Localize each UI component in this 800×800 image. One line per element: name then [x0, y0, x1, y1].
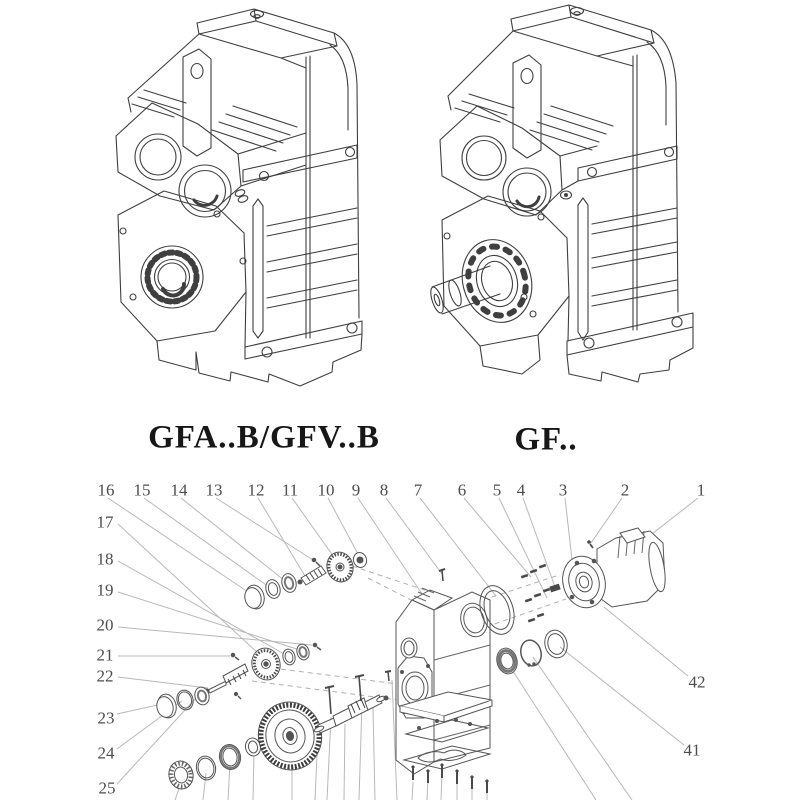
- callout-9: 9: [351, 480, 361, 500]
- motor-assembly: [557, 528, 668, 613]
- callout-3: 3: [558, 480, 568, 500]
- callout-41: 41: [683, 740, 701, 760]
- callout-24: 24: [97, 743, 115, 763]
- callout-20: 20: [96, 615, 114, 635]
- callout-42: 42: [688, 672, 706, 692]
- callout-10: 10: [317, 480, 335, 500]
- callout-19: 19: [96, 580, 114, 600]
- callout-22: 22: [96, 666, 114, 686]
- callout-11: 11: [281, 480, 299, 500]
- callout-8: 8: [379, 480, 389, 500]
- callout-5: 5: [492, 480, 502, 500]
- callout-23: 23: [97, 708, 115, 728]
- callout-25: 25: [98, 778, 116, 798]
- callout-14: 14: [170, 480, 188, 500]
- callout-18: 18: [96, 549, 114, 569]
- output-bearing-set: [494, 628, 570, 677]
- figure-gfa-gfv-reducer: [116, 9, 362, 386]
- intermediate-shaft: [314, 675, 388, 733]
- caption-right-model: GF..: [514, 421, 578, 458]
- exploded-view: [108, 498, 698, 800]
- figure-gf-reducer: [428, 5, 693, 382]
- callout-2: 2: [620, 480, 630, 500]
- callout-15: 15: [133, 480, 151, 500]
- callout-13: 13: [205, 480, 223, 500]
- output-gear-parts: [166, 696, 328, 791]
- input-shaft-parts: [243, 549, 369, 611]
- callout-7: 7: [413, 480, 423, 500]
- callout-1: 1: [696, 480, 706, 500]
- callout-17: 17: [96, 512, 114, 532]
- callout-6: 6: [457, 480, 467, 500]
- gearbox-housing: [385, 569, 492, 774]
- callout-21: 21: [96, 645, 114, 665]
- caption-left-model: GFA..B/GFV..B: [148, 419, 380, 456]
- callout-16: 16: [97, 480, 115, 500]
- callout-12: 12: [247, 480, 265, 500]
- callout-4: 4: [516, 480, 526, 500]
